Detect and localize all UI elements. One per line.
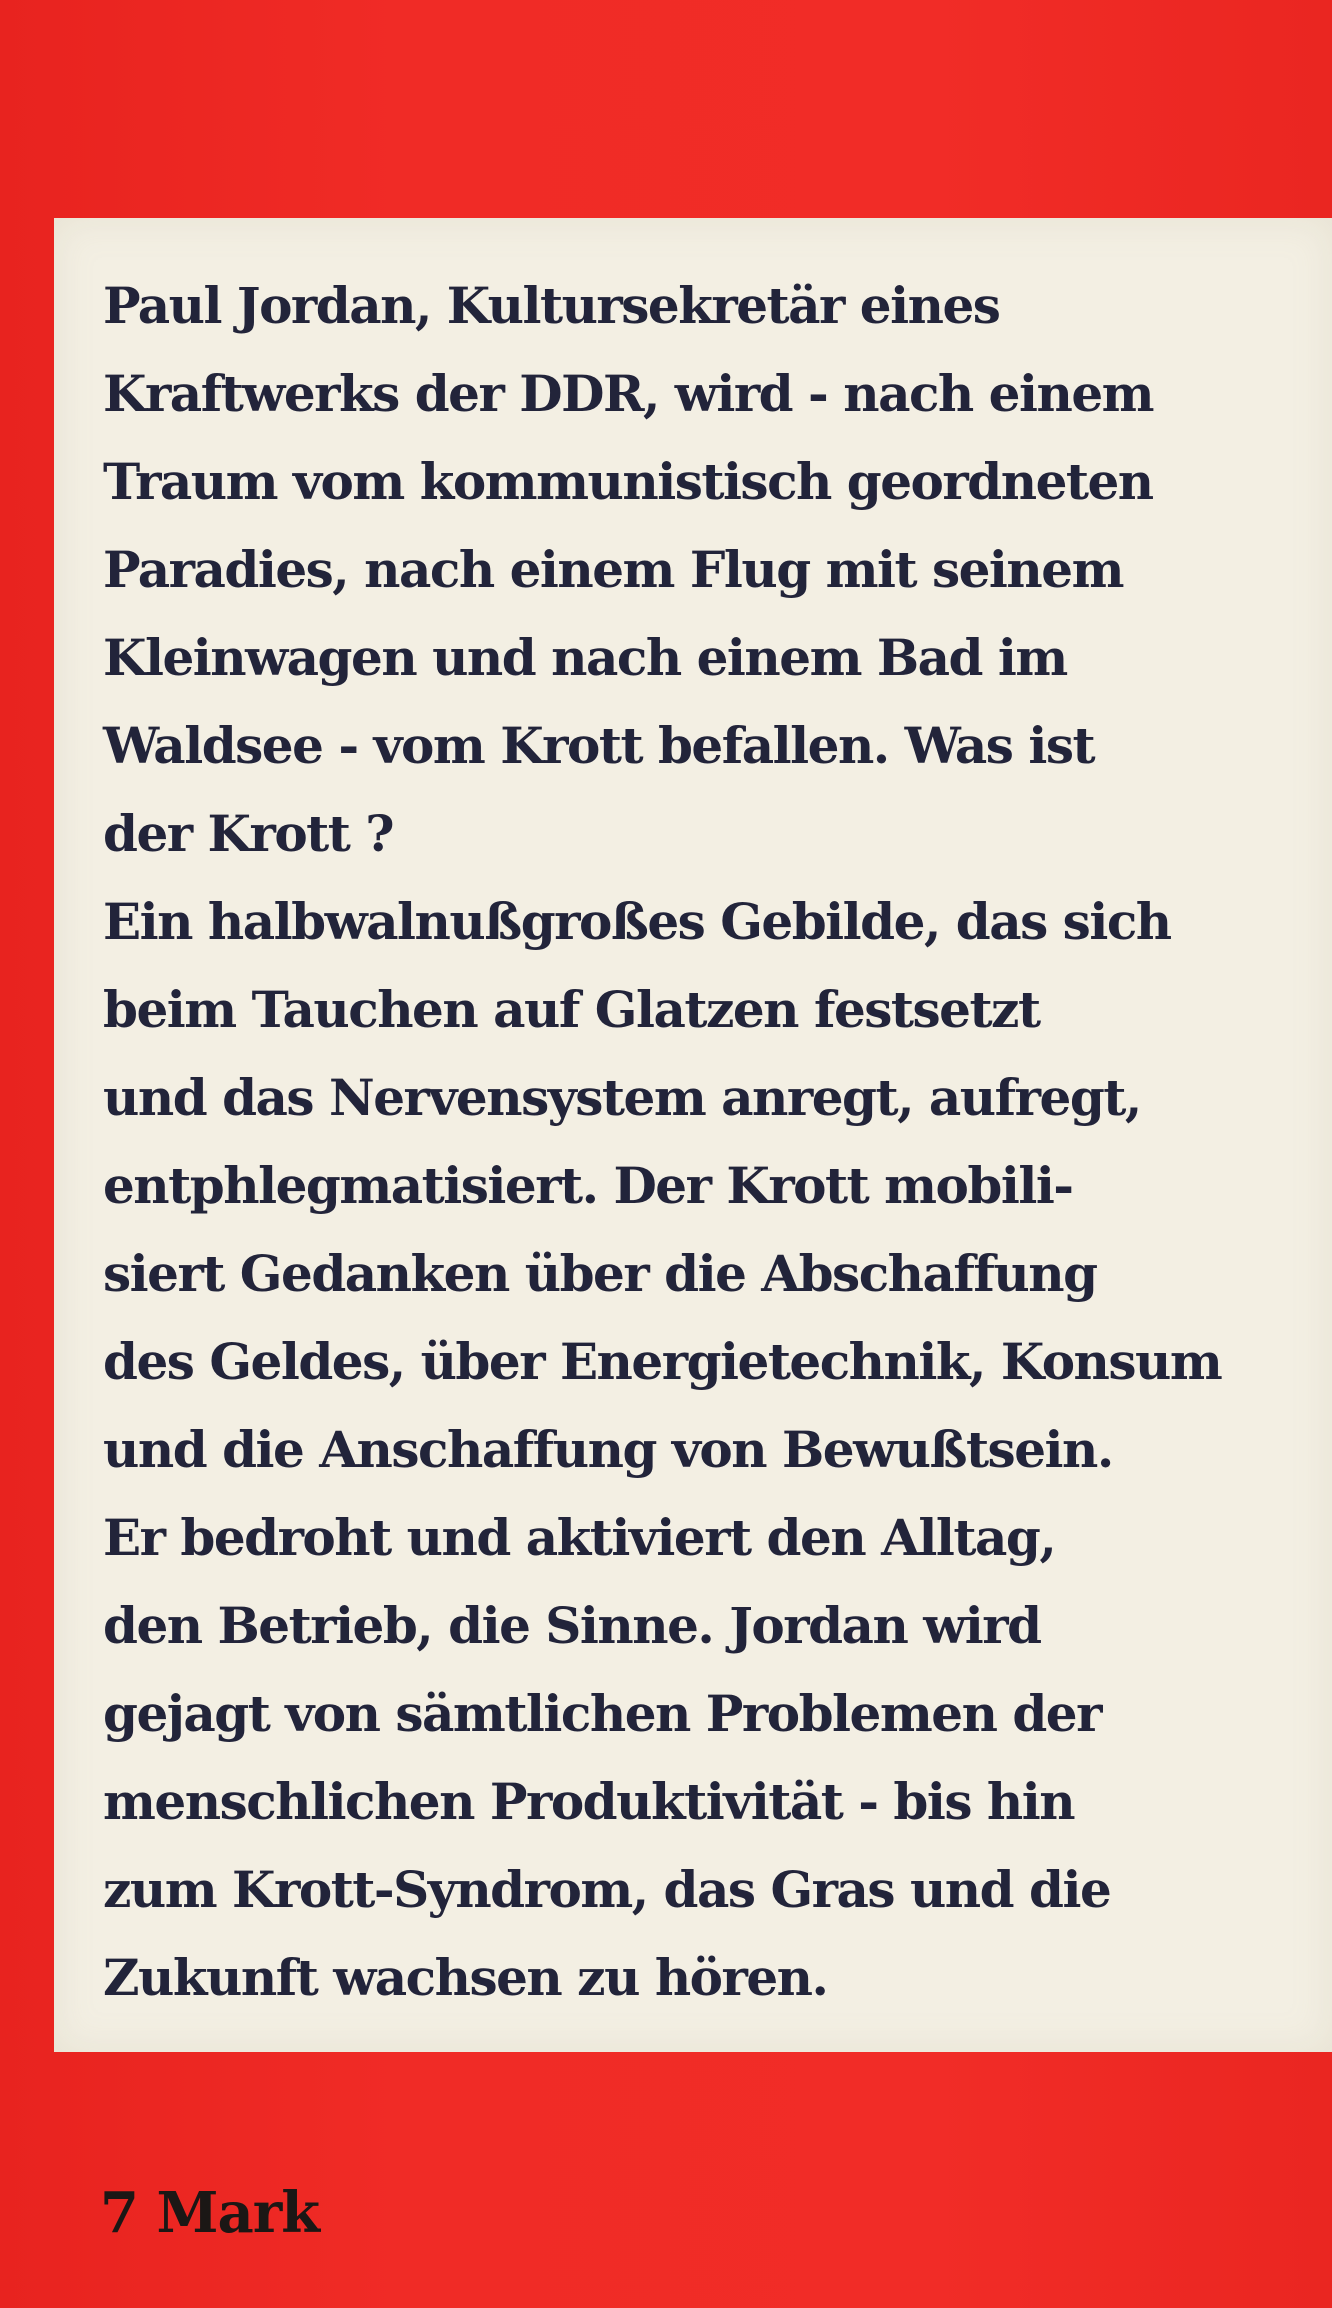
price-label: 7 Mark: [100, 2180, 320, 2246]
blurb-line: den Betrieb, die Sinne. Jordan wird: [103, 1596, 1041, 1655]
blurb-line: gejagt von sämtlichen Problemen der: [103, 1684, 1101, 1743]
blurb-line: des Geldes, über Energietechnik, Konsum: [103, 1332, 1222, 1391]
blurb-line: Kraftwerks der DDR, wird - nach einem: [103, 364, 1154, 423]
blurb-text: [103, 262, 1332, 2022]
blurb-line: Ein halbwalnußgroßes Gebilde, das sich: [103, 892, 1171, 951]
blurb-line: menschlichen Produktivität - bis hin: [103, 1772, 1075, 1831]
blurb-line: Er bedroht und aktiviert den Alltag,: [103, 1508, 1056, 1567]
blurb-line: beim Tauchen auf Glatzen festsetzt: [103, 980, 1040, 1039]
blurb-line: Paradies, nach einem Flug mit seinem: [103, 540, 1123, 599]
blurb-line: Zukunft wachsen zu hören.: [103, 1948, 828, 2007]
blurb-line: und das Nervensystem anregt, aufregt,: [103, 1068, 1141, 1127]
blurb-line: der Krott ?: [103, 804, 394, 863]
blurb-line: Kleinwagen und nach einem Bad im: [103, 628, 1067, 687]
blurb-line: Paul Jordan, Kultursekretär eines: [103, 276, 1000, 335]
blurb-line: Traum vom kommunistisch geordneten: [103, 452, 1153, 511]
blurb-line: Waldsee - vom Krott befallen. Was ist: [103, 716, 1095, 775]
blurb-line: siert Gedanken über die Abschaffung: [103, 1244, 1097, 1303]
blurb-line: zum Krott-Syndrom, das Gras und die: [103, 1860, 1111, 1919]
blurb-line: entphlegmatisiert. Der Krott mobili-: [103, 1156, 1073, 1215]
blurb-line: und die Anschaffung von Bewußtsein.: [103, 1420, 1113, 1479]
